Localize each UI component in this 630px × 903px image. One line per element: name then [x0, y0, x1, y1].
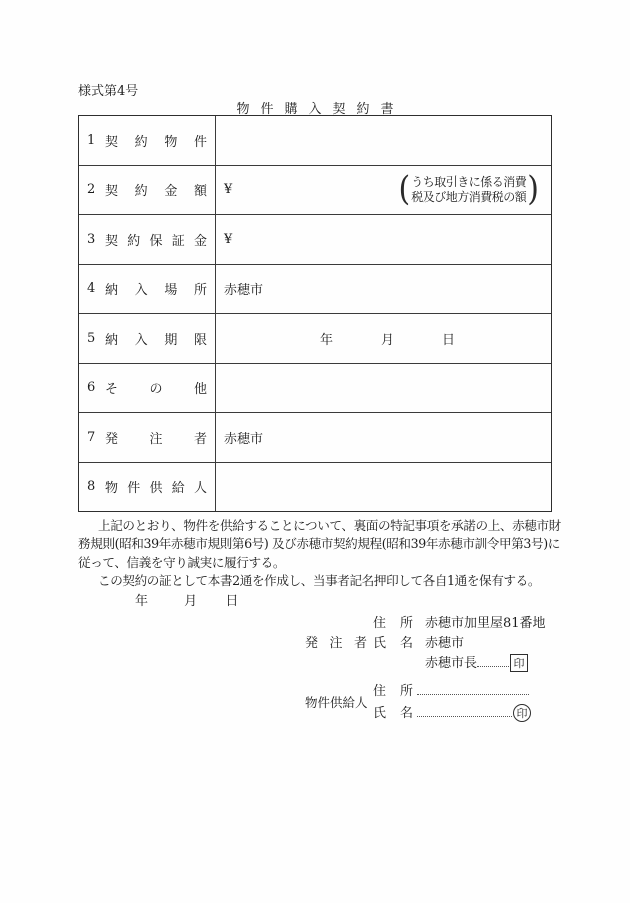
consumption-tax-note [398, 169, 539, 209]
row-label-text: 物 件 供 給 人 [105, 481, 207, 497]
open-paren: ( [398, 169, 411, 209]
orderer-address-row [305, 612, 546, 632]
row-label [79, 413, 216, 462]
row-value [216, 413, 551, 462]
signature-dotted-line [477, 666, 509, 667]
row-number: 5 [87, 330, 96, 346]
row-label-text: 契 約 物 件 [105, 134, 207, 150]
row-label [79, 166, 216, 215]
supplier-signature-rows [373, 680, 531, 724]
name-fill-line [417, 716, 512, 717]
contract-table [78, 115, 552, 512]
row-value-empty [216, 116, 551, 165]
table-row-contract-amount [79, 165, 551, 215]
table-row-delivery-deadline [79, 313, 551, 363]
supplier-signature-block [305, 680, 531, 724]
clause-line-3: 従って、信義を守り誠実に履行する。 [78, 554, 286, 570]
row-number: 7 [87, 429, 96, 445]
address-label: 住 所 [373, 684, 413, 699]
clause-line-2: 務規則(昭和39年赤穂市規則第6号) 及び赤穂市契約規程(昭和39年赤穂市訓令甲第3号)に [78, 536, 560, 552]
name-label: 氏 名 [373, 636, 413, 651]
row-label [79, 463, 216, 512]
row-label-text: 納 入 期 限 [105, 332, 207, 348]
row-label [79, 265, 216, 314]
close-paren: ) [527, 169, 539, 209]
name-label: 氏 名 [373, 706, 413, 721]
table-row-contract-item [79, 116, 551, 165]
orderer-signature-block [305, 612, 546, 672]
table-row-other [79, 363, 551, 413]
row-number: 1 [87, 132, 96, 148]
supplier-party-label: 物件供給人 [305, 695, 368, 710]
row-value [216, 166, 551, 215]
orderer-seal-mark: 印 [510, 654, 528, 672]
row-value-empty [216, 463, 551, 512]
document-title: 物件購入契約書 [236, 102, 405, 117]
supplier-name-row [373, 702, 531, 724]
form-number: 様式第4号 [78, 84, 139, 99]
row-value [216, 215, 551, 264]
address-fill-line [417, 694, 529, 695]
delivery-place-value: 赤穂市 [224, 283, 264, 299]
row-label-text: そ の 他 [105, 382, 207, 398]
row-number: 8 [87, 479, 96, 495]
tax-note-text [410, 175, 527, 205]
row-number: 3 [87, 231, 96, 247]
row-label [79, 215, 216, 264]
tax-note-line-2: 税及び地方消費税の額 [411, 189, 527, 204]
orderer-party-label: 発 注 者 [305, 636, 367, 651]
row-label-text: 発 注 者 [105, 431, 207, 447]
table-row-contract-deposit [79, 214, 551, 264]
row-label [79, 314, 216, 363]
table-row-orderer [79, 412, 551, 462]
clause-line-4: この契約の証として本書2通を作成し、当事者記名押印して各自1通を保有する。 [98, 573, 541, 589]
table-row-supplier [79, 462, 551, 512]
row-value-empty [216, 364, 551, 413]
row-value-date [216, 314, 551, 363]
month-label: 月 [184, 594, 198, 609]
month-label: 月 [381, 332, 395, 348]
row-label-text: 契 約 金 額 [105, 184, 207, 200]
day-label: 日 [442, 332, 456, 348]
yen-symbol: ¥ [224, 182, 233, 198]
orderer-address-value: 赤穂市加里屋81番地 [425, 616, 546, 631]
row-number: 6 [87, 380, 96, 396]
clause-line-1: 上記のとおり、物件を供給することについて、裏面の特記事項を承諾の上、赤穂市財 [98, 518, 561, 533]
row-label [79, 364, 216, 413]
orderer-value: 赤穂市 [224, 431, 264, 447]
row-label [79, 116, 216, 165]
orderer-name-row [305, 632, 546, 652]
year-label: 年 [320, 332, 334, 348]
orderer-title-row [305, 652, 546, 672]
row-value [216, 265, 551, 314]
tax-note-line-1: うち取引きに係る消費 [411, 174, 527, 189]
row-number: 4 [87, 281, 96, 297]
row-label-text: 契 約 保 証 金 [105, 233, 207, 249]
contract-clauses [78, 517, 561, 591]
address-label: 住 所 [373, 616, 413, 631]
row-number: 2 [87, 182, 96, 198]
orderer-name-value: 赤穂市 [425, 636, 465, 651]
table-row-delivery-place [79, 264, 551, 314]
mayor-title-value: 赤穂市長 [425, 656, 478, 671]
supplier-address-row [373, 680, 531, 702]
day-label: 日 [225, 594, 239, 609]
contract-date-line [78, 590, 238, 609]
yen-symbol: ¥ [224, 231, 233, 247]
supplier-seal-mark: 印 [513, 704, 531, 722]
year-label: 年 [135, 594, 149, 609]
row-label-text: 納 入 場 所 [105, 283, 207, 299]
